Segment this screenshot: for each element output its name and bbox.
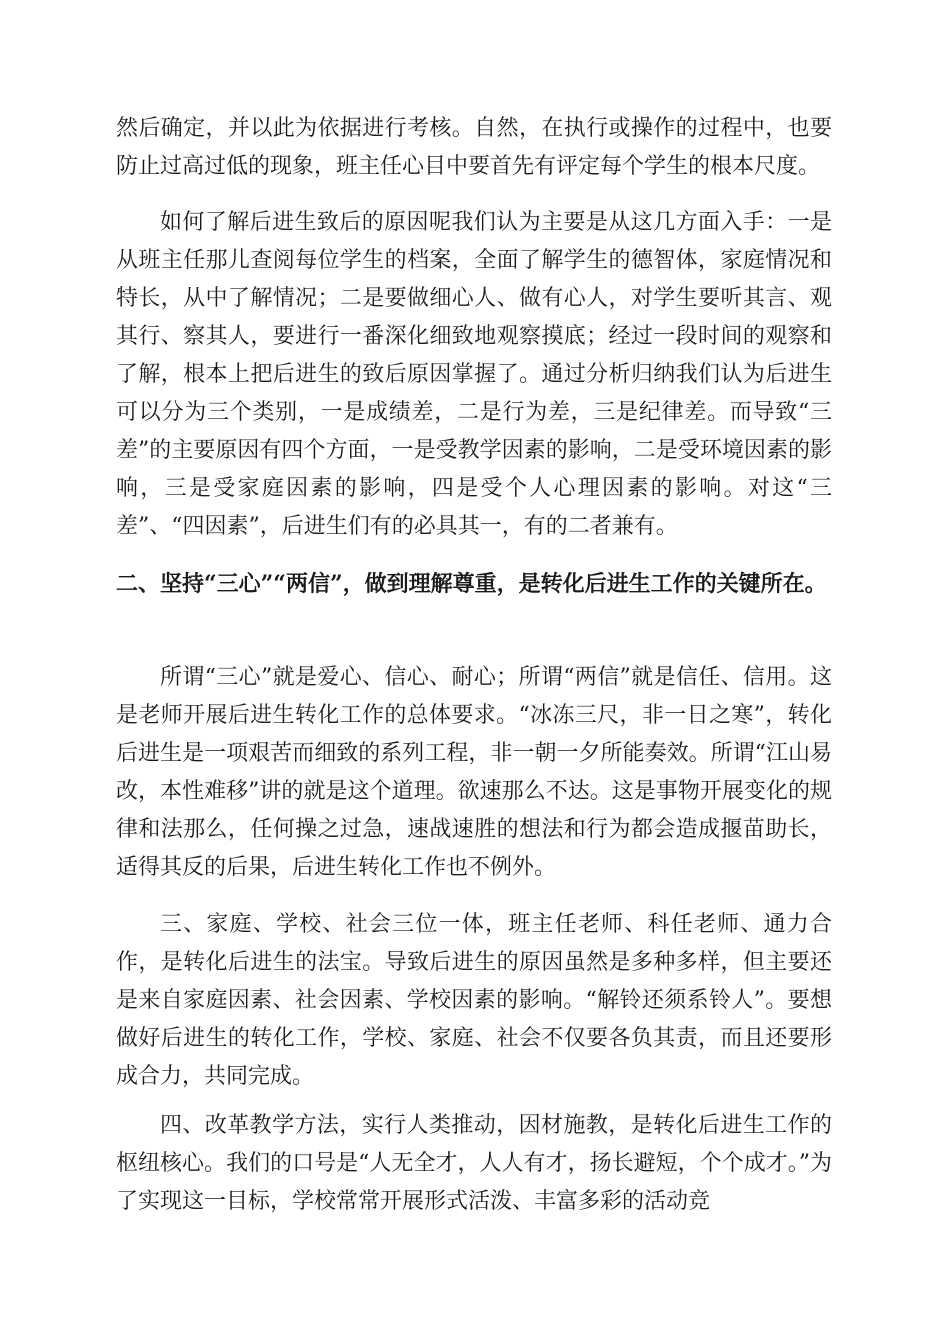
paragraph-continuation: 然后确定，并以此为依据进行考核。自然，在执行或操作的过程中，也要防止过高过低的现象，班主任心目中要首先有评定每个学生的根本尺度。: [116, 116, 832, 179]
paragraph-three-hearts-two-trusts: 所谓“三心”就是爱心、信心、耐心；所谓“两信”就是信任、信用。这是老师开展后进生转化工作的总体要求。“冰冻三尺，非一日之寒”，转化后进生是一项艰苦而细致的系列工程，非一朝一夕所能奏效。所谓“江山易改，本性难移”讲的就是这个道理。欲速那么不达。这是事物开展变化的规律和法那么，任何操之过急，速战速胜的想法和行为都会造成揠苗助长，适得其反的后果，后进生转化工作也不例外。: [116, 665, 832, 880]
paragraph-section-three: 三、家庭、学校、社会三位一体，班主任老师、科任老师、通力合作，是转化后进生的法宝。导致后进生的原因虽然是多种多样，但主要还是来自家庭因素、社会因素、学校因素的影响。“解铃还须系铃人”。要想做好后进生的转化工作，学校、家庭、社会不仅要各负其责，而且还要形成合力，共同完成。: [116, 912, 832, 1089]
section-heading-two: 二、坚持“三心”“两信”，做到理解尊重，是转化后进生工作的关键所在。: [116, 571, 827, 597]
paragraph-causes-of-lagging-students: 如何了解后进生致后的原因呢我们认为主要是从这几方面入手：一是从班主任那儿查阅每位学生的档案，全面了解学生的德智体，家庭情况和特长，从中了解情况；二是要做细心人、做有心人，对学生要听其言、观其行、察其人，要进行一番深化细致地观察摸底；经过一段时间的观察和了解，根本上把后进生的致后原因掌握了。通过分析归纳我们认为后进生可以分为三个类别，一是成绩差，二是行为差，三是纪律差。而导致“三差”的主要原因有四个方面，一是受教学因素的影响，二是受环境因素的影响，三是受家庭因素的影响，四是受个人心理因素的影响。对这“三差”、“四因素”，后进生们有的必具其一，有的二者兼有。: [116, 210, 832, 539]
paragraph-section-four: 四、改革教学方法，实行人类推动，因材施教，是转化后进生工作的枢纽核心。我们的口号是“人无全才，人人有才，扬长避短，个个成才。”为了实现这一目标，学校常常开展形式活泼、丰富多彩的活动竞: [116, 1113, 832, 1214]
